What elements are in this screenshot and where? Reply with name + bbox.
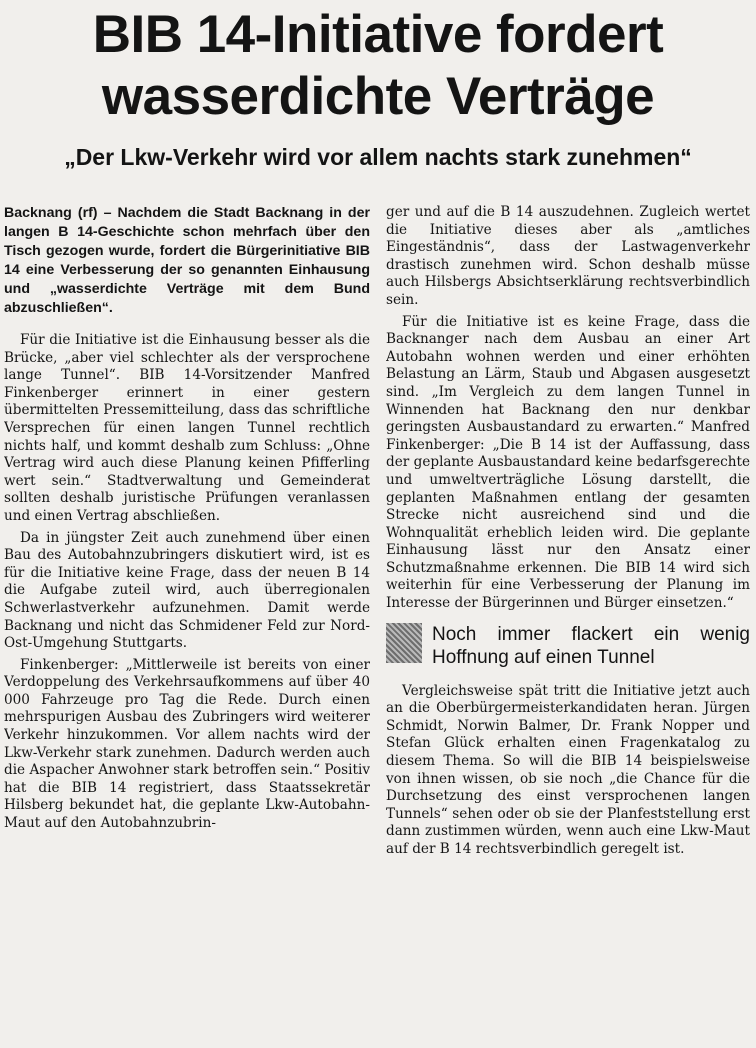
intertitle bbox=[386, 623, 750, 669]
body-paragraph: Für die Initiative ist die Einhausung besser als die Brücke, „aber viel schlechter als der versprochene lange Tunnel“. BIB 14-Vorsitzender Manfred Finkenberger erinnert in einer gestern übermittelten Pressemitteilung, dass das schriftliche Versprechen für einen langen Tunnel rechtlich nichts half, und kommt deshalb zum Schluss: „Ohne Vertrag wird auch diese Planung keinen Pfifferling wert sein.“ Stadtverwaltung und Gemeinderat sollten deshalb juristische Prüfungen veranlassen und einen Vertrag abschließen. bbox=[4, 332, 370, 524]
intertitle-text: Noch immer flackert ein wenig Hoffnung auf einen Tunnel bbox=[432, 623, 750, 668]
subheadline: „Der Lkw-Verkehr wird vor allem nachts stark zunehmen“ bbox=[64, 144, 692, 170]
body-paragraph: ger und auf die B 14 auszudehnen. Zugleich wertet die Initiative dieses aber als „amtliches Eingeständnis“, dass der Lastwagenverkehr drastisch zunehmen wird. Schon deshalb müsse auch Hilsbergs Absichtserklärung rechtsverbindlich sein. bbox=[386, 204, 750, 308]
body-paragraph: Da in jüngster Zeit auch zunehmend über einen Bau des Autobahnzubringers diskutiert wird, ist es für die Initiative keine Frage, dass der neuen B 14 die Aufgabe zuteil wird, auch überregionalen Schwerlastverkehr aufzunehmen. Damit werde Backnang und nicht das Schmidener Feld zur Nord-Ost-Umgehung Stuttgarts. bbox=[4, 529, 370, 652]
column-left bbox=[4, 204, 370, 1044]
body-paragraph: Für die Initiative ist es keine Frage, dass die Backnanger nach dem Ausbau an einer Art Autobahn wohnen werden und einer erhöhten Belastung an Lärm, Staub und Abgasen ausgesetzt sind. „Im Vergleich zu dem langen Tunnel in Winnenden hat Backnang den nur denkbar geringsten Ausbaustandard zu erwarten.“ Manfred Finkenberger: „Die B 14 ist der Auffassung, dass der geplante Ausbaustandard keine bedarfsgerechte und umweltverträgliche Lösung darstellt, die geplanten Maßnahmen entlang der gesamten Strecke nicht ausreichend sind und die Wohnqualität erheblich leiden wird. Die geplante Einhausung lässt nur den Ansatz einer Schutzmaßnahme erkennen. Die BIB 14 wird sich weiterhin für eine Verbesserung der Planung im Interesse der Bürgerinnen und Bürger einsetzen.“ bbox=[386, 313, 750, 612]
column-right bbox=[386, 204, 750, 1044]
body-paragraph: Vergleichsweise spät tritt die Initiative jetzt auch an die Oberbürgermeisterkandidaten heran. Jürgen Schmidt, Norwin Balmer, Dr. Frank Nopper und Stefan Glück erhalten einen Fragenkatalog zu diesem Thema. So will die BIB 14 beispielsweise von ihnen wissen, ob sie noch „die Chance für die Durchsetzung des einst versprochenen langen Tunnels“ sehen oder ob sie der Planfeststellung erst dann zustimmen würden, wenn auch eine Lkw-Maut auf der B 14 rechtsverbindlich geregelt ist. bbox=[386, 682, 750, 857]
headline: BIB 14-Initiative fordert wasserdichte Verträge bbox=[92, 5, 664, 126]
lead-paragraph: Backnang (rf) – Nachdem die Stadt Backnang in der langen B 14-Geschichte schon mehrfach über den Tisch gezogen wurde, fordert die Bürgerinitiative BIB 14 eine Verbesserung der so genannten Einhausung und „wasserdichte Verträge mit dem Bund abzuschließen“. bbox=[4, 205, 370, 316]
body-paragraph: Finkenberger: „Mittlerweile ist bereits von einer Verdoppelung des Verkehrsaufkommens auf über 40 000 Fahrzeuge pro Tag die Rede. Durch einen mehrspurigen Ausbau des Zubringers wird weiterer Verkehr hinzukommen. Vor allem nachts wird der Lkw-Verkehr stark zunehmen. Dadurch werden auch die Aspacher Anwohner stark betroffen sein.“ Positiv hat die BIB 14 registriert, dass Staatssekretär Hilsberg bekundet hat, die geplante Lkw-Autobahn-Maut auf den Autobahnzubrin- bbox=[4, 656, 370, 832]
hatched-box-icon bbox=[386, 623, 422, 663]
